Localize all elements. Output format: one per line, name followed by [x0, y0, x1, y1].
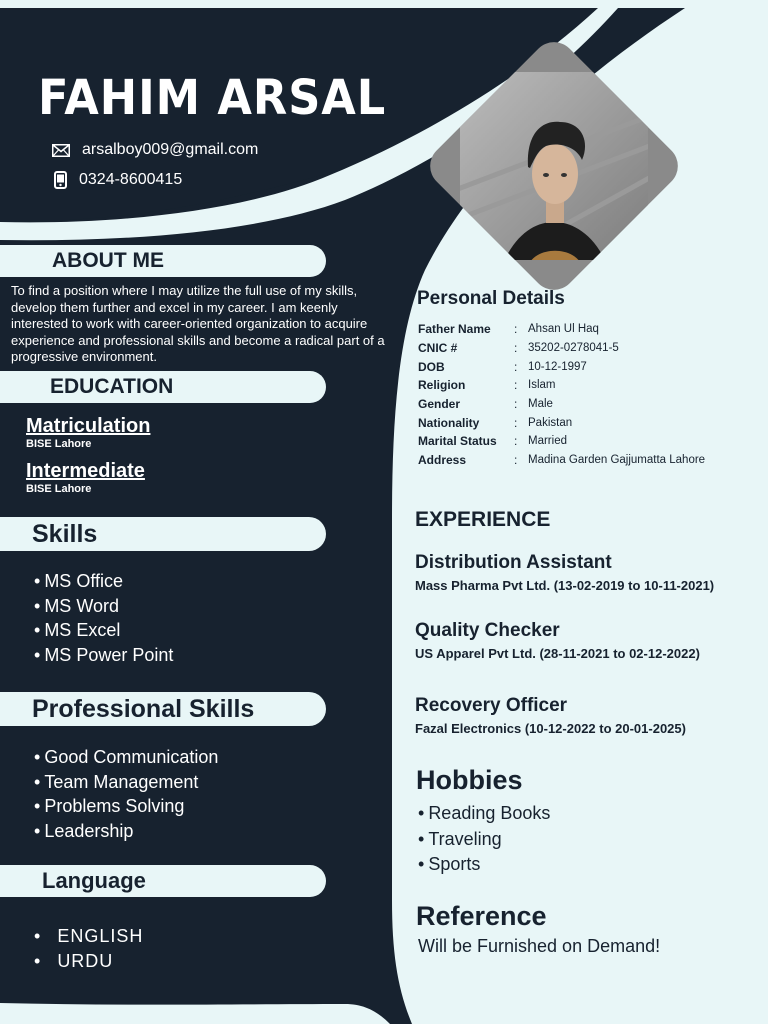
detail-value: 10-12-1997 [528, 360, 587, 373]
table-row: Religion : Islam [418, 376, 705, 395]
candidate-name: FAHIM ARSAL [38, 70, 387, 126]
detail-label: Gender [418, 397, 461, 412]
list-item: • Leadership [34, 819, 218, 844]
skills-header [0, 517, 326, 551]
table-row: Father Name : Ahsan Ul Haq [418, 320, 705, 339]
table-row: Gender : Male [418, 395, 705, 414]
education-item [26, 460, 145, 495]
detail-value: Islam [528, 379, 556, 392]
email-row [52, 141, 258, 159]
about-me-title: ABOUT ME [52, 249, 164, 272]
photo-image [460, 72, 648, 260]
about-me-header [0, 245, 326, 277]
detail-label: Nationality [418, 415, 480, 430]
hobbies-list [418, 801, 550, 878]
reference-title: Reference [416, 901, 547, 931]
personal-details-title: Personal Details [417, 288, 565, 309]
experience-item [415, 552, 714, 593]
list-item: • Traveling [418, 827, 550, 853]
email-text: arsalboy009@gmail.com [82, 141, 259, 158]
experience-role: Recovery Officer [415, 695, 568, 716]
language-title: Language [42, 868, 146, 893]
list-item: • Reading Books [418, 801, 550, 827]
education-header [0, 371, 326, 403]
list-item: • MS Office [34, 569, 173, 594]
list-item: • Team Management [34, 770, 218, 795]
phone-row [54, 171, 182, 189]
detail-value: Ahsan Ul Haq [528, 323, 599, 336]
experience-title: EXPERIENCE [415, 508, 551, 531]
detail-value: Pakistan [528, 416, 573, 429]
detail-label: CNIC # [418, 341, 458, 356]
list-item: • Sports [418, 852, 550, 878]
experience-detail: Fazal Electronics (10-12-2022 to 20-01-2025) [415, 721, 686, 736]
professional-skills-title: Professional Skills [32, 694, 255, 723]
detail-label: DOB [418, 359, 445, 374]
professional-skills-header [0, 692, 326, 726]
detail-label: Religion [418, 378, 466, 393]
about-me-text: To find a position where I may utilize the full use of my skills, develop them further and excel in my career. I am keenly interested to work with career-oriented organization to acquire experience and professional skills and become a radical part of a progressive environment. [11, 283, 385, 364]
education-board: BISE Lahore [26, 483, 92, 495]
experience-item [415, 620, 700, 661]
experience-detail: US Apparel Pvt Ltd. (28-11-2021 to 02-12-2022) [415, 646, 700, 661]
table-row: CNIC # : 35202-0278041-5 [418, 339, 705, 358]
education-board: BISE Lahore [26, 438, 92, 450]
experience-role: Distribution Assistant [415, 552, 612, 573]
professional-skills-list [34, 745, 218, 844]
education-item [26, 415, 150, 450]
skills-list [34, 569, 173, 667]
education-degree: Matriculation [26, 415, 151, 437]
table-row: Address : Madina Garden Gajjumatta Lahore [418, 451, 705, 470]
list-item: • URDU [34, 949, 143, 974]
list-item: • MS Power Point [34, 643, 173, 668]
detail-label: Father Name [418, 322, 491, 337]
experience-item [415, 695, 686, 736]
experience-detail: Mass Pharma Pvt Ltd. (13-02-2019 to 10-11-2021) [415, 578, 715, 593]
detail-value: Married [528, 435, 567, 448]
mobile-phone-icon [54, 171, 67, 189]
education-title: EDUCATION [50, 375, 174, 398]
language-header [0, 865, 326, 897]
hobbies-title: Hobbies [416, 765, 523, 795]
detail-label: Address [418, 453, 467, 468]
envelope-icon [52, 144, 70, 157]
education-degree: Intermediate [26, 460, 145, 482]
list-item: • MS Word [34, 594, 173, 619]
skills-title: Skills [32, 519, 98, 548]
reference-text: Will be Furnished on Demand! [418, 936, 661, 956]
detail-value: Male [528, 398, 553, 411]
table-row: DOB : 10-12-1997 [418, 357, 705, 376]
detail-label: Marital Status [418, 434, 497, 449]
list-item: • ENGLISH [34, 924, 143, 949]
list-item: • MS Excel [34, 618, 173, 643]
personal-details-table [418, 320, 705, 470]
list-item: • Good Communication [34, 745, 218, 770]
detail-value: Madina Garden Gajjumatta Lahore [528, 454, 706, 467]
list-item: • Problems Solving [34, 794, 218, 819]
detail-value: 35202-0278041-5 [528, 342, 619, 355]
table-row: Marital Status : Married [418, 432, 705, 451]
table-row: Nationality : Pakistan [418, 413, 705, 432]
experience-role: Quality Checker [415, 620, 560, 641]
language-list [34, 924, 143, 974]
phone-text: 0324-8600415 [79, 171, 183, 188]
